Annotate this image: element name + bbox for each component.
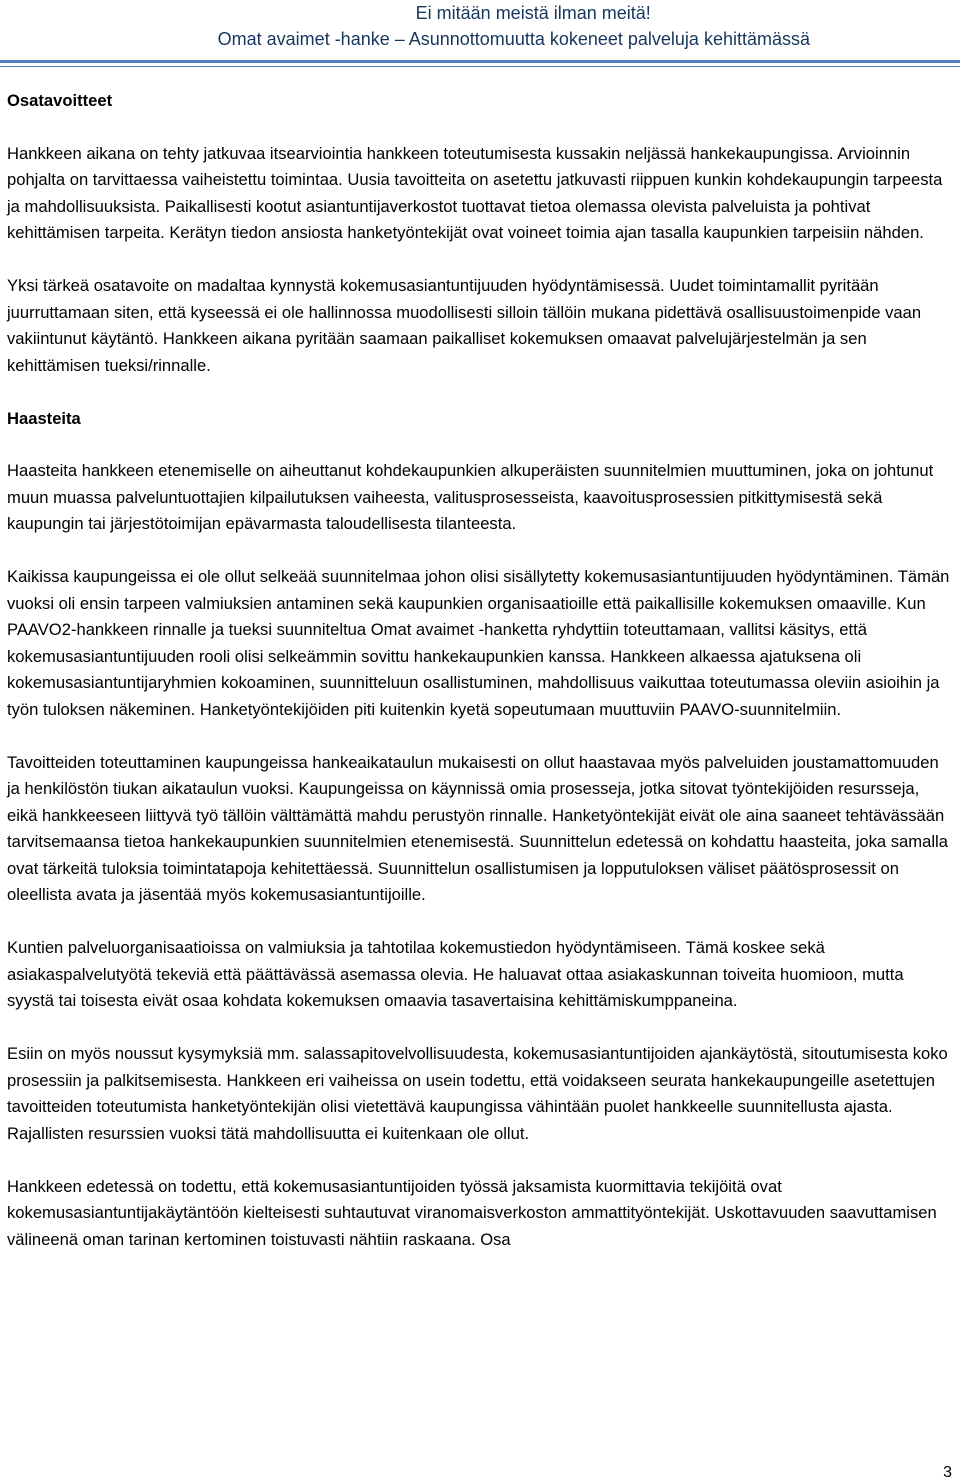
page-number: 3 xyxy=(943,1464,952,1481)
paragraph: Kaikissa kaupungeissa ei ole ollut selkeää suunnitelmaa johon olisi sisällytetty kokemusasiantuntijuuden hyödyntäminen. Tämän vuoksi oli ensin tarpeen valmiuksien antaminen sekä kaupunkien organisaatioille että paikallisille kokemuksen omaaville. Kun PAAVO2-hankkeen rinnalle ja tueksi suunniteltua Omat avaimet -hanketta ryhdyttiin toteuttamaan, vallitsi käsitys, että kokemusasiantuntijuuden rooli olisi selkeämmin sovittu hankekaupunkien kanssa. Hankkeen alkaessa ajatuksena oli kokemusasiantuntijaryhmien kokoaminen, suunnitteluun osallistuminen, mahdollisuus vaikuttaa toteutumassa oleviin asioihin ja työn tuloksen näkeminen. Hanketyöntekijöiden piti kuitenkin kyetä sopeutumaan muuttuviin PAAVO-suunnitelmiin. xyxy=(7,567,950,719)
header-rule-thin xyxy=(0,66,960,67)
page-header xyxy=(218,0,810,52)
paragraph: Hankkeen aikana on tehty jatkuvaa itsearviointia hankkeen toteutumisesta kussakin neljässä hankekaupungissa. Arvioinnin pohjalta on tarvittaessa vaiheistettu toimintaa. Uusia tavoitteita on asetettu jatkuvasti riippuen kunkin kohdekaupungin tarpeesta ja mahdollisuuksista. Paikallisesti kootut asiantuntijaverkostot tuottavat tietoa olemassa olevista palveluista ja pohtivat kehittämisen tarpeita. Kerätyn tiedon ansiosta hanketyöntekijät ovat voineet toimia ajan tasalla kaupunkien tarpeisiin nähden. xyxy=(7,143,943,242)
header-rule-thick xyxy=(0,60,960,63)
paragraph: Yksi tärkeä osatavoite on madaltaa kynnystä kokemusasiantuntijuuden hyödyntämisessä. Uudet toimintamallit pyritään juurruttamaan siten, että kyseessä ei ole hallinnossa muodollisesti silloin tällöin mukana pidettävä osallisuustoimenpide vaan vakiintunut käytäntö. Hankkeen aikana pyritään saamaan paikalliset kokemuksen omaavat palvelujärjestelmän ja sen kehittämisen tueksi/rinnalle. xyxy=(7,276,922,375)
header-subtitle: Omat avaimet -hanke – Asunnottomuutta kokeneet palveluja kehittämässä xyxy=(217,29,810,49)
paragraph: Tavoitteiden toteuttaminen kaupungeissa hankeaikataulun mukaisesti on ollut haastavaa myös palveluiden joustamattomuuden ja henkilöstön tiukan aikataulun vuoksi. Kaupungeissa on käynnissä omia prosesseja, jotka sitovat työntekijöiden resursseja, eikä hankkeeseen liittyvä työ tällöin välttämättä mahdu perustyön rinnalle. Hanketyöntekijät eivät ole aina saaneet tehtävässään tarvitsemaansa tietoa hankekaupunkien suunnitelmien etenemisestä. Suunnittelun edetessä on kohdattu haasteita, joka samalla ovat tärkeitä tuloksia toimintatapoja kehitettäessä. Suunnittelun osallistumisen ja lopputuloksen väliset päätösprosessit on oleellista avata ja jäsentää myös kokemusasiantuntijoille. xyxy=(7,752,948,904)
paragraph: Kuntien palveluorganisaatioissa on valmiuksia ja tahtotilaa kokemustiedon hyödyntämiseen. Tämä koskee sekä asiakaspalvelutyötä tekeviä että päättävässä asemassa olevia. He haluavat ottaa asiakaskunnan toiveita huomioon, mutta syystä tai toisesta eivät osaa kohdata kokemuksen omaavia tasavertaisina kehittämiskumppaneina. xyxy=(7,938,904,1010)
heading-haasteita: Haasteita xyxy=(7,408,81,428)
paragraph: Hankkeen edetessä on todettu, että kokemusasiantuntijoiden työssä jaksamista kuormittavia tekijöitä ovat kokemusasiantuntijakäytäntöön kielteisesti suhtautuvat viranomaisverkoston ammattityöntekijät. Uskottavuuden saavuttamisen välineenä oman tarinan kertominen toistuvasti nähtiin raskaana. Osa xyxy=(7,1176,937,1249)
paragraph: Esiin on myös noussut kysymyksiä mm. salassapitovelvollisuudesta, kokemusasiantuntijoiden ajankäytöstä, sitoutumisesta koko prosessiin ja palkitsemisesta. Hankkeen eri vaiheissa on usein todettu, että voidakseen seurata hankekaupungeille asetettujen tavoitteiden toteutumista hanketyöntekijän olisi vietettävä kaupungissa vähintään puolet hankkeelle suunnitellusta ajasta. Rajallisten resurssien vuoksi tätä mahdollisuutta ei kuitenkaan ole ollut. xyxy=(7,1044,948,1143)
paragraph: Haasteita hankkeen etenemiselle on aiheuttanut kohdekaupunkien alkuperäisten suunnitelmien muuttuminen, joka on johtunut muun muassa palveluntuottajien kilpailutuksen vaiheesta, valitusprosesseista, kaavoitusprosessien pitkittymisestä sekä kaupungin tai järjestötoimijan epävarmasta taloudellisesta tilanteesta. xyxy=(7,461,934,533)
document-body xyxy=(7,88,953,1280)
header-title: Ei mitään meistä ilman meitä! xyxy=(415,3,651,23)
heading-osatavoitteet: Osatavoitteet xyxy=(7,91,113,110)
